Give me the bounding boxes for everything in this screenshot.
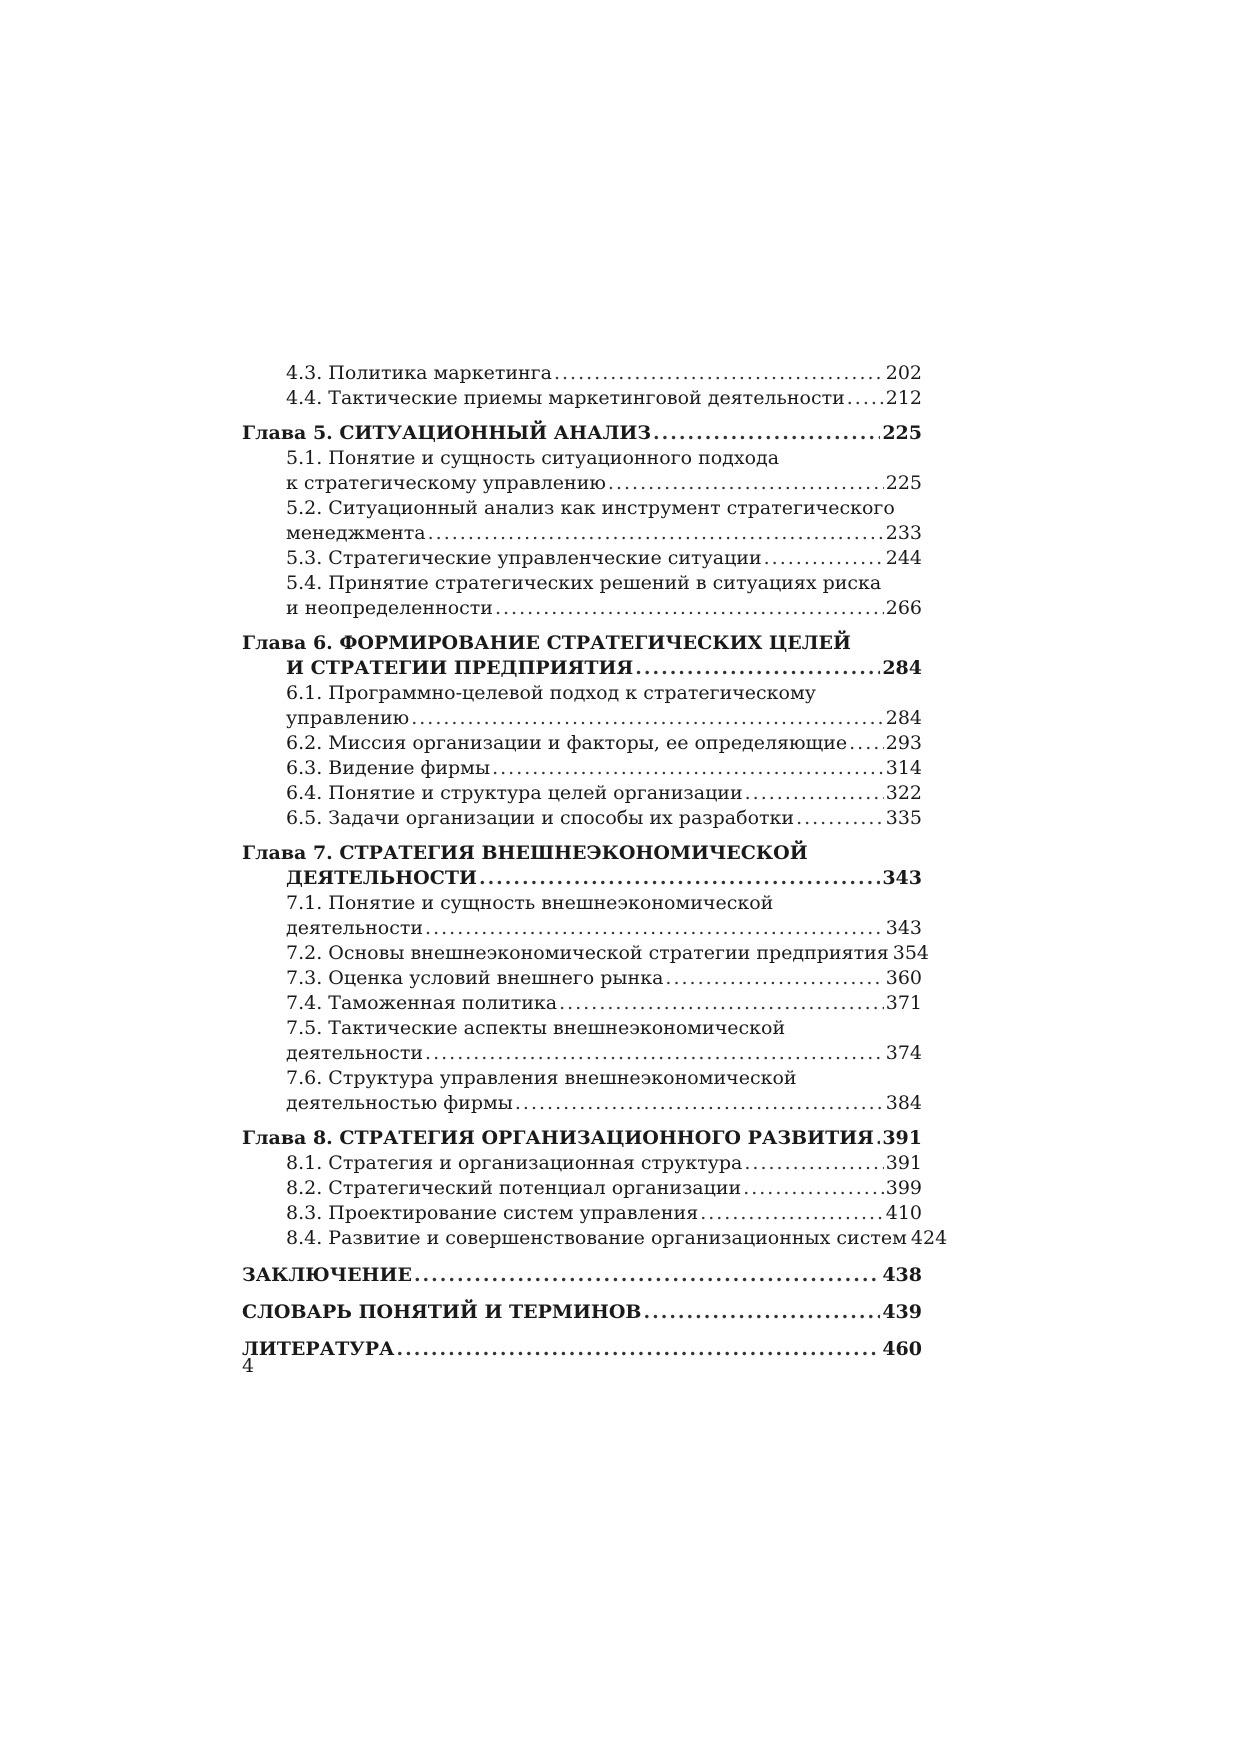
toc-entry-page: 322	[885, 782, 922, 804]
toc-entry-page: 212	[885, 387, 922, 409]
toc-entry-title: 7.6. Структура управления внешнеэкономической	[286, 1067, 797, 1089]
toc-entry-title: 8.1. Стратегия и организационная структура	[286, 1152, 743, 1174]
toc-entry-title: 8.2. Стратегический потенциал организации	[286, 1177, 742, 1199]
toc-entry	[242, 991, 922, 1016]
dot-leader	[425, 916, 884, 941]
toc-entry-title: 6.2. Миссия организации и факторы, ее определяющие	[286, 732, 848, 754]
toc-entry	[242, 546, 922, 571]
dot-leader	[653, 421, 880, 446]
toc-entry-title: 6.4. Понятие и структура целей организации	[286, 782, 743, 804]
toc-entry	[242, 731, 922, 756]
toc-entry-page: 354	[892, 942, 930, 964]
toc-entry-title: 7.3. Оценка условий внешнего рынка	[286, 967, 664, 989]
toc-entry-title: ДЕЯТЕЛЬНОСТИ	[286, 867, 477, 889]
toc-entry	[242, 656, 922, 681]
dot-leader	[847, 386, 884, 411]
toc-entry-page: 371	[885, 992, 922, 1014]
toc-entry-page: 202	[885, 362, 922, 384]
toc-entry	[242, 1263, 922, 1288]
toc-entry	[242, 1091, 922, 1116]
toc-entry-title: 7.4. Таможенная политика	[286, 992, 558, 1014]
toc-entry	[242, 571, 922, 596]
toc-entry-title: Глава 8. СТРАТЕГИЯ ОРГАНИЗАЦИОННОГО РАЗВИТИЯ	[242, 1127, 874, 1149]
toc-entry-page: 284	[882, 657, 922, 679]
page-number: 4	[242, 1355, 255, 1377]
toc-entry-page: 343	[882, 867, 922, 889]
toc-entry-title: 6.5. Задачи организации и способы их разработки	[286, 807, 795, 829]
toc-entry	[242, 1176, 922, 1201]
toc-entry-page: 391	[882, 1127, 922, 1149]
toc-entry	[242, 891, 922, 916]
dot-leader	[743, 1176, 884, 1201]
toc-entry	[242, 1151, 922, 1176]
toc-entry-page: 374	[885, 1042, 922, 1064]
toc-entry-page: 391	[885, 1152, 922, 1174]
toc-entry	[242, 1201, 922, 1226]
toc-entry	[242, 1337, 922, 1362]
toc-entry-title: 7.2. Основы внешнеэкономической стратегии предприятия	[286, 942, 889, 964]
toc-entry	[242, 1041, 922, 1066]
toc-entry-title: к стратегическому управлению	[286, 472, 606, 494]
toc-entry	[242, 1300, 922, 1325]
toc-entry-title: 6.1. Программно-целевой подход к стратегическому	[286, 682, 816, 704]
dot-leader	[665, 966, 883, 991]
toc-entry	[242, 706, 922, 731]
toc-entry-title: ЛИТЕРАТУРА	[242, 1338, 395, 1360]
toc-entry	[242, 866, 922, 891]
toc-entry-title: 8.4. Развитие и совершенствование организационных систем	[286, 1227, 907, 1249]
toc-entry-title: деятельности	[286, 1042, 424, 1064]
toc-entry-page: 266	[885, 597, 922, 619]
toc-entry	[242, 421, 922, 446]
toc-entry-title: 8.3. Проектирование систем управления	[286, 1202, 699, 1224]
toc-entry	[242, 756, 922, 781]
dot-leader	[764, 546, 884, 571]
toc-entry-page: 244	[885, 547, 922, 569]
toc-entry	[242, 471, 922, 496]
toc-entry	[242, 841, 922, 866]
table-of-contents	[242, 361, 948, 1362]
dot-leader	[745, 781, 884, 806]
toc-entry	[242, 966, 922, 991]
toc-entry-page: 424	[910, 1227, 948, 1249]
dot-leader	[608, 471, 884, 496]
dot-leader	[554, 361, 884, 386]
toc-entry-title: и неопределенности	[286, 597, 493, 619]
dot-leader	[411, 706, 884, 731]
toc-entry-title: 6.3. Видение фирмы	[286, 757, 491, 779]
toc-entry	[242, 916, 922, 941]
dot-leader	[744, 1151, 883, 1176]
toc-entry-page: 225	[885, 472, 922, 494]
toc-entry-title: Глава 7. СТРАТЕГИЯ ВНЕШНЕЭКОНОМИЧЕСКОЙ	[242, 842, 808, 864]
toc-entry-title: 4.4. Тактические приемы маркетинговой деятельности	[286, 387, 845, 409]
toc-entry-page: 384	[885, 1092, 922, 1114]
toc-entry-title: СЛОВАРЬ ПОНЯТИЙ И ТЕРМИНОВ	[242, 1301, 642, 1323]
toc-entry-title: 5.2. Ситуационный анализ как инструмент стратегического	[286, 497, 895, 519]
toc-entry	[242, 806, 922, 831]
toc-entry	[242, 496, 922, 521]
toc-entry-title: ЗАКЛЮЧЕНИЕ	[242, 1264, 412, 1286]
toc-entry	[242, 596, 922, 621]
toc-entry-page: 314	[885, 757, 922, 779]
toc-entry-page: 439	[882, 1301, 922, 1323]
toc-entry	[242, 1016, 922, 1041]
toc-entry-title: 7.5. Тактические аспекты внешнеэкономической	[286, 1017, 786, 1039]
toc-entry-page: 360	[885, 967, 922, 989]
dot-leader	[414, 1263, 880, 1288]
dot-leader	[849, 731, 884, 756]
toc-entry-page: 410	[885, 1202, 922, 1224]
toc-entry-page: 293	[885, 732, 922, 754]
toc-entry	[242, 781, 922, 806]
toc-entry-page: 399	[885, 1177, 922, 1199]
toc-entry	[242, 386, 922, 411]
dot-leader	[515, 1091, 884, 1116]
toc-entry-page: 438	[882, 1264, 922, 1286]
toc-entry-page: 225	[882, 422, 922, 444]
dot-leader	[796, 806, 884, 831]
toc-entry-title: Глава 5. СИТУАЦИОННЫЙ АНАЛИЗ	[242, 422, 652, 444]
toc-entry-page: 335	[885, 807, 922, 829]
toc-entry-title: И СТРАТЕГИИ ПРЕДПРИЯТИЯ	[286, 657, 634, 679]
toc-entry-title: менеджмента	[286, 522, 426, 544]
dot-leader	[428, 521, 884, 546]
toc-entry-title: 5.3. Стратегические управленческие ситуации	[286, 547, 762, 569]
toc-entry-title: 5.1. Понятие и сущность ситуационного подхода	[286, 447, 780, 469]
toc-entry-title: 7.1. Понятие и сущность внешнеэкономической	[286, 892, 774, 914]
dot-leader	[396, 1337, 880, 1362]
toc-entry-page: 460	[882, 1338, 922, 1360]
dot-leader	[479, 866, 880, 891]
dot-leader	[643, 1300, 880, 1325]
dot-leader	[495, 596, 884, 621]
dot-leader	[635, 656, 880, 681]
toc-entry-title: 5.4. Принятие стратегических решений в ситуациях риска	[286, 572, 882, 594]
toc-entry	[242, 521, 922, 546]
toc-entry	[242, 361, 922, 386]
toc-entry-title: деятельности	[286, 917, 424, 939]
toc-entry-page: 343	[885, 917, 922, 939]
toc-entry	[242, 446, 922, 471]
dot-leader	[425, 1041, 884, 1066]
toc-entry	[242, 1226, 948, 1251]
toc-entry-title: Глава 6. ФОРМИРОВАНИЕ СТРАТЕГИЧЕСКИХ ЦЕЛЕЙ	[242, 632, 851, 654]
toc-entry-page: 233	[885, 522, 922, 544]
toc-entry-title: деятельностью фирмы	[286, 1092, 513, 1114]
dot-leader	[492, 756, 884, 781]
toc-entry	[242, 1126, 922, 1151]
toc-entry	[242, 1066, 922, 1091]
toc-entry	[242, 631, 922, 656]
dot-leader	[876, 1126, 880, 1151]
toc-entry	[242, 941, 930, 966]
dot-leader	[559, 991, 884, 1016]
dot-leader	[700, 1201, 884, 1226]
toc-entry-title: 4.3. Политика маркетинга	[286, 362, 552, 384]
toc-entry-title: управлению	[286, 707, 410, 729]
toc-entry-page: 284	[885, 707, 922, 729]
toc-entry	[242, 681, 922, 706]
